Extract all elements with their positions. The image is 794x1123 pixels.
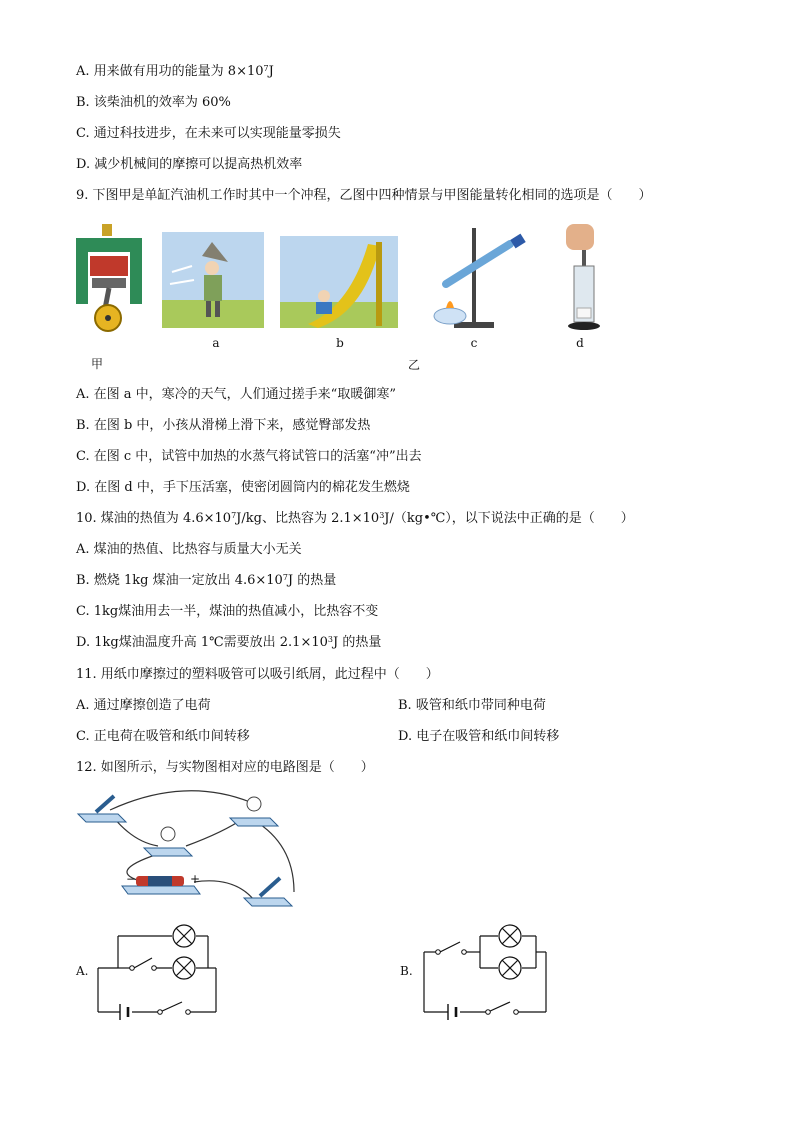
- q10-option-c[interactable]: C. 1kg煤油用去一半，煤油的热值减小，比热容不变: [76, 604, 379, 619]
- figure-c-test-tube: [424, 222, 536, 332]
- q12-stem: 12. 如图所示，与实物图相对应的电路图是（ ）: [76, 760, 374, 775]
- engine-figure: [74, 222, 144, 334]
- figure-a-rubbing-hands: [162, 232, 264, 328]
- figure-d-piston: [560, 222, 610, 334]
- q11-option-a[interactable]: A. 通过摩擦创造了电荷: [76, 698, 211, 713]
- q11-option-c[interactable]: C. 正电荷在吸管和纸巾间转移: [76, 729, 250, 744]
- caption-d: d: [576, 336, 584, 350]
- caption-c: c: [470, 336, 478, 350]
- q9-option-c[interactable]: C. 在图 c 中，试管中加热的水蒸气将试管口的活塞“冲”出去: [76, 449, 422, 464]
- caption-jia: 甲: [90, 357, 103, 371]
- q9-stem: 9. 下图甲是单缸汽油机工作时其中一个冲程，乙图中四种情景与甲图能量转化相同的选项是（ ）: [76, 188, 652, 203]
- circuit-diagram-b[interactable]: [418, 918, 552, 1028]
- q8-option-d[interactable]: D. 减少机械间的摩擦可以提高热机效率: [76, 157, 303, 172]
- q8-option-b[interactable]: B. 该柴油机的效率为 60%: [76, 95, 231, 110]
- q11-option-d[interactable]: D. 电子在吸管和纸巾间转移: [398, 729, 560, 744]
- battery-plus-label: +: [190, 872, 201, 886]
- q12-option-b-label[interactable]: B.: [400, 964, 413, 978]
- q11-option-b[interactable]: B. 吸管和纸巾带同种电荷: [398, 698, 546, 713]
- q10-option-b[interactable]: B. 燃烧 1kg 煤油一定放出 $4.6\times 10^7J$ 的热量: [76, 573, 337, 588]
- q9-option-d[interactable]: D. 在图 d 中，手下压活塞，使密闭圆筒内的棉花发生燃烧: [76, 480, 410, 495]
- q11-stem: 11. 用纸巾摩擦过的塑料吸管可以吸引纸屑，此过程中（ ）: [76, 667, 439, 682]
- q8-option-a[interactable]: A. 用来做有用功的能量为 $8\times 10^7J$: [76, 64, 274, 79]
- q8-option-c[interactable]: C. 通过科技进步，在未来可以实现能量零损失: [76, 126, 341, 141]
- q10-option-d[interactable]: D. 1kg煤油温度升高 1℃需要放出 $2.1\times 10^3J$ 的热量: [76, 635, 382, 650]
- figure-b-slide: [280, 236, 398, 328]
- q9-option-a[interactable]: A. 在图 a 中，寒冷的天气，人们通过搓手来“取暖御寒”: [76, 387, 396, 402]
- q10-stem: 10. 煤油的热值为 $4.6\times 10^7J/kg$、比热容为 $2.1\times 10^3J/(kg•℃)$，以下说法中正确的是（ ）: [76, 511, 634, 526]
- q10-option-a[interactable]: A. 煤油的热值、比热容与质量大小无关: [76, 542, 302, 557]
- physical-circuit-figure: [74, 782, 304, 912]
- circuit-diagram-a[interactable]: [92, 918, 222, 1028]
- caption-a: a: [212, 336, 220, 350]
- caption-b: b: [336, 336, 344, 350]
- q12-option-a-label[interactable]: A.: [76, 964, 89, 978]
- caption-yi: 乙: [407, 358, 420, 372]
- q9-option-b[interactable]: B. 在图 b 中，小孩从滑梯上滑下来，感觉臀部发热: [76, 418, 371, 433]
- battery-minus-label: −: [126, 872, 137, 886]
